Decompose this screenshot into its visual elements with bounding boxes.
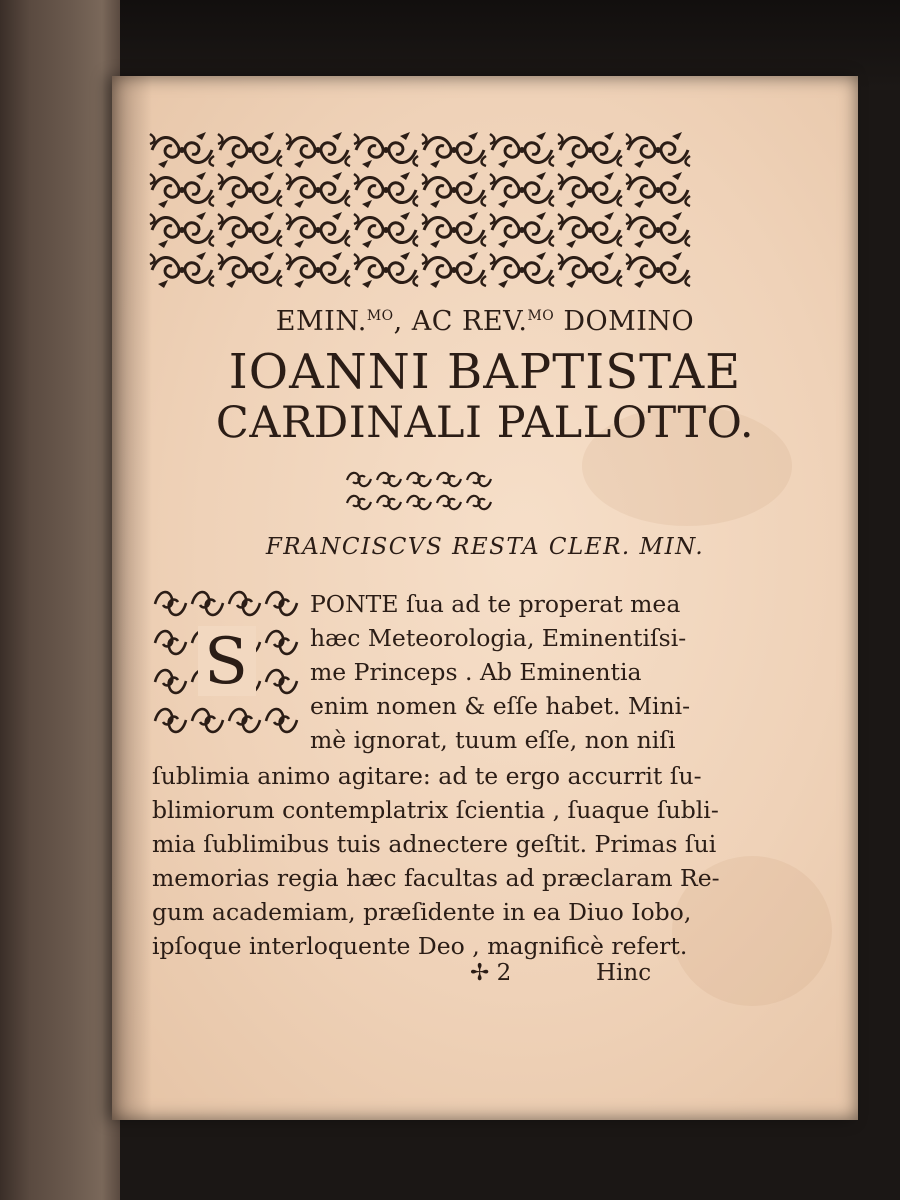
signature-mark: ✢ 2 bbox=[470, 960, 512, 986]
body-line: mia ſublimibus tuis adnectere geſtit. Primas ſui bbox=[152, 830, 717, 858]
body-line: PONTE ſua ad te properat mea bbox=[310, 590, 681, 618]
dedication-line-2: IOANNI BAPTISTAE bbox=[228, 344, 742, 400]
body-line: enim nomen & eſſe habet. Mini- bbox=[310, 692, 691, 720]
dedication-line-1: EMIN.$^{MO}$, AC REV.$^{MO}$ DOMINO bbox=[275, 306, 695, 337]
body-line: memorias regia hæc facultas ad præclaram Re- bbox=[152, 864, 720, 892]
body-line: gum academiam, præſidente in ea Diuo Iobo, bbox=[152, 898, 692, 926]
body-line: mè ignorat, tuum eſſe, non niſi bbox=[310, 726, 676, 754]
dedication-line-3: CARDINALI PALLOTTO. bbox=[215, 398, 755, 448]
book-page bbox=[112, 76, 858, 1120]
body-line: hæc Meteorologia, Eminentiſsi- bbox=[310, 624, 687, 652]
ornamental-headpiece bbox=[148, 130, 692, 288]
body-line: me Princeps . Ab Eminentia bbox=[310, 658, 642, 686]
book-binding bbox=[0, 0, 120, 1200]
catchword: Hinc bbox=[596, 960, 652, 986]
author-line: FRANCISCVS RESTA CLER. MIN. bbox=[265, 534, 705, 560]
body-line: ipſoque interloquente Deo , magnificè refert. bbox=[152, 932, 688, 960]
small-ornament bbox=[344, 468, 494, 514]
drop-cap-letter: S bbox=[204, 625, 248, 699]
body-line: ſublimia animo agitare: ad te ergo accurrit ſu- bbox=[152, 762, 702, 790]
body-line: blimiorum contemplatrix ſcientia , ſuaque ſubli- bbox=[152, 796, 719, 824]
